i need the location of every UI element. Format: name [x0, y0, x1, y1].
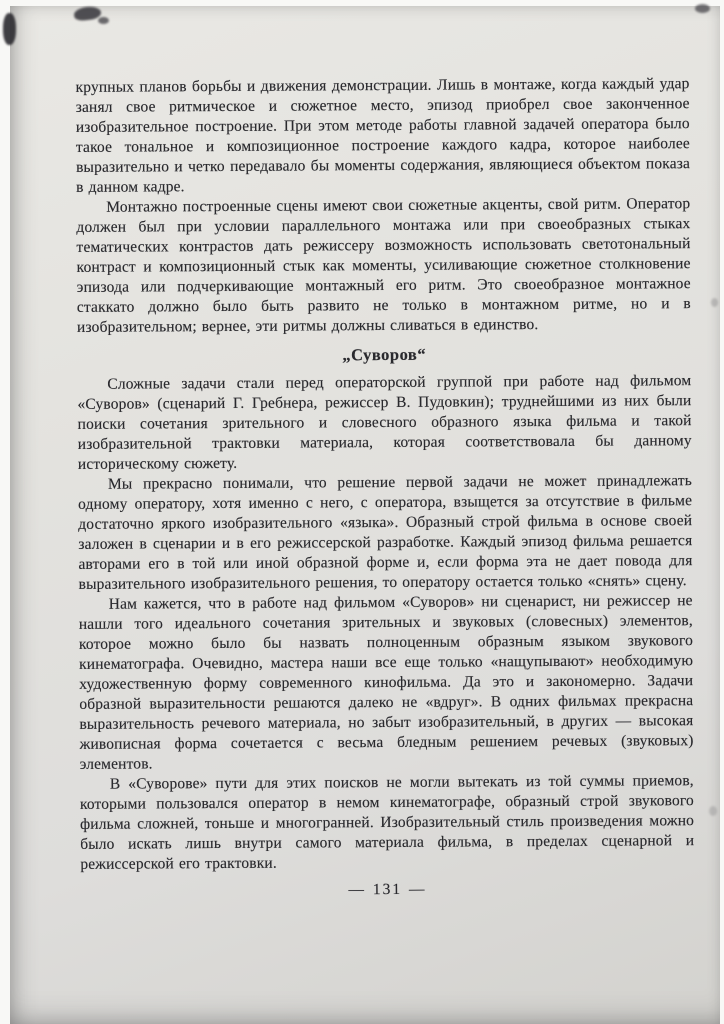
paragraph: крупных планов борьбы и движения демонстрации. Лишь в монтаже, когда каждый удар занял свое ритмическое и сюжетное место, эпизод приобрел свое законченное изобразительное построение. При этом методе работы главной задачей оператора было такое тональное и композиционное построение каждого кадра, которое наиболее выразительно и четко передавало бы моменты содержания, являющиеся объектом показа в данном кадре.: [75, 75, 691, 196]
paragraph: В «Суворове» пути для этих поисков не могли вытекать из той суммы приемов, которыми пользовался оператор в немом кинематографе, образный строй звукового фильма сложней, тоньше и многогранней. Изобразительный стиль произведения можно было искать лишь внутри самого материала фильма, в пределах сценарной и режиссерской его трактовки.: [79, 772, 695, 873]
paragraph: Мы прекрасно понимали, что решение первой задачи не может принадлежать одному оператору, хотя именно с него, с оператора, взыщется за отсутствие в фильме достаточно яркого изобразительного «языка». Образный строй фильма в основе своей заложен в сценарии и в его режиссерской разработке. Каждый эпизод фильма решается авторами его в той или иной образной форме и, если форма эта не дает повода для выразительного изобразительного решения, то оператору остается только «снять» сцену.: [78, 472, 693, 593]
scanned-book-page: [10, 6, 720, 1024]
paragraph: Монтажно построенные сцены имеют свои сюжетные акценты, свой ритм. Оператор должен был при условии параллельного монтажа или при своеобразных стыках тематических контрастов дать режиссеру возможность использовать светотональный контраст и композиционный стык как моменты, усиливающие сюжетное столкновение эпизода или подчеркивающие монтажный его ритм. Это своеобразное монтажное стаккато должно было быть развито не только в монтажном ритме, но и в изобразительном; вернее, эти ритмы должны сливаться в единство.: [76, 195, 691, 336]
paragraph: Сложные задачи стали перед операторской группой при работе над фильмом «Суворов» (сценарий Г. Гребнера, режиссер В. Пудовкин); труднейшими из них были поиски сочетания зрительного и словесного образного языка фильма и такой изобразительной трактовки материала, которая соответствовала бы данному историческому сюжету.: [77, 372, 692, 473]
page-text: [75, 74, 694, 902]
page-number: — 131 —: [348, 880, 427, 899]
section-heading: „Суворов“: [342, 344, 427, 365]
paragraph: Нам кажется, что в работе над фильмом «Суворов» ни сценарист, ни режиссер не нашли того идеального сочетания зрительных и звуковых (словесных) элементов, которое можно было бы назвать полноценным образным языком звукового кинематографа. Очевидно, мастера наши все еще только «нащупывают» необходимую художественную форму современного кинофильма. Да это и закономерно. Задачи образной выразительности решаются далеко не «вдруг». В одних фильмах прекрасна выразительность речевого материала, но забыт изобразительный, в других — высокая живописная форма сочетается с весьма бледным решением речевых (звуковых) элементов.: [78, 592, 694, 773]
